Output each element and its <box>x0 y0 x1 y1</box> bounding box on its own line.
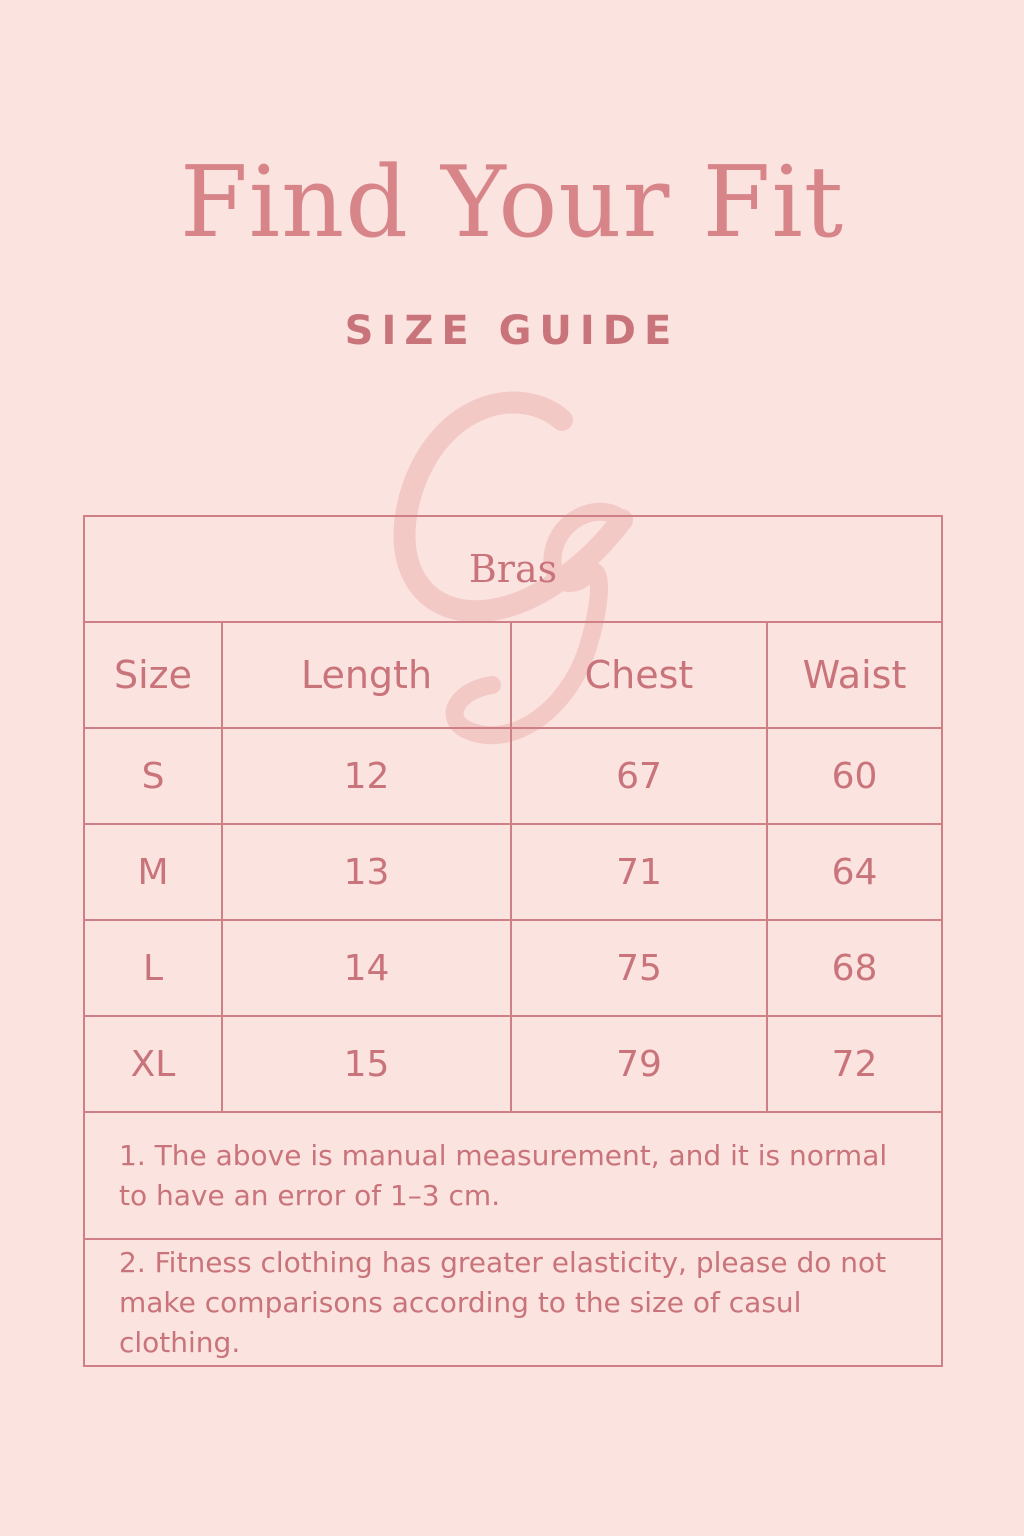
cell-length: 15 <box>222 1016 511 1112</box>
cell-size: M <box>84 824 222 920</box>
cell-chest: 67 <box>511 728 767 824</box>
cell-size: S <box>84 728 222 824</box>
size-table <box>83 515 943 1367</box>
table-header-row <box>84 622 942 728</box>
cell-chest: 75 <box>511 920 767 1016</box>
column-header-size: Size <box>84 622 222 728</box>
cell-waist: 72 <box>767 1016 942 1112</box>
column-header-chest: Chest <box>511 622 767 728</box>
table-row <box>84 728 942 824</box>
cell-waist: 64 <box>767 824 942 920</box>
note-elasticity: 2. Fitness clothing has greater elasticity, please do not make comparisons according to the size of casul clothing. <box>84 1239 942 1366</box>
page-subtitle: SIZE GUIDE <box>344 308 680 354</box>
cell-size: XL <box>84 1016 222 1112</box>
cell-length: 14 <box>222 920 511 1016</box>
cell-length: 12 <box>222 728 511 824</box>
table-row <box>84 1016 942 1112</box>
cell-waist: 68 <box>767 920 942 1016</box>
cell-chest: 79 <box>511 1016 767 1112</box>
cell-size: L <box>84 920 222 1016</box>
column-header-length: Length <box>222 622 511 728</box>
cell-waist: 60 <box>767 728 942 824</box>
table-row <box>84 920 942 1016</box>
cell-length: 13 <box>222 824 511 920</box>
page-title: Find Your Fit <box>179 146 845 260</box>
column-header-waist: Waist <box>767 622 942 728</box>
cell-chest: 71 <box>511 824 767 920</box>
table-row <box>84 824 942 920</box>
table-category-title: Bras <box>84 516 942 622</box>
note-measurement-error: 1. The above is manual measurement, and it is normal to have an error of 1–3 cm. <box>84 1112 942 1239</box>
